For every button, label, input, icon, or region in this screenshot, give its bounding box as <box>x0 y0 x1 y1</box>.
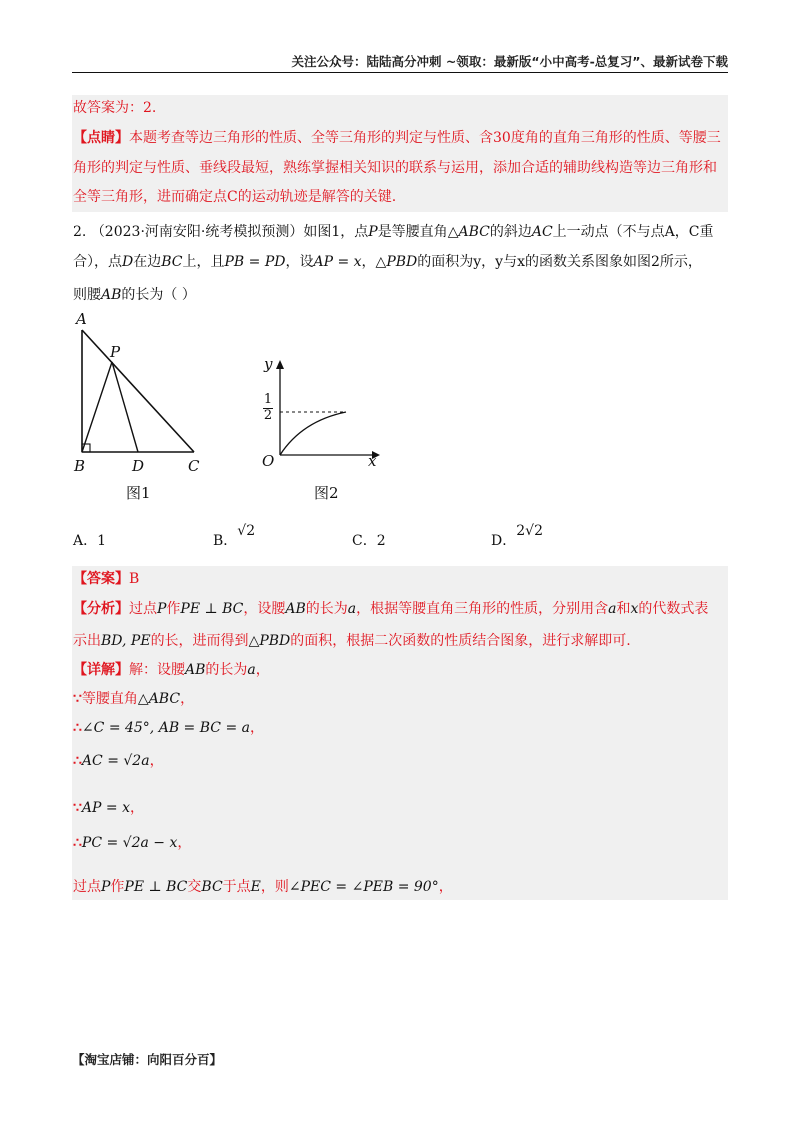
comment-line-2: 角形的判定与性质、垂线段最短，熟练掌握相关知识的联系与运用，添加合适的辅助线构造等边三角形和 <box>73 160 717 176</box>
comment-line-3: 全等三角形，进而确定点C的运动轨迹是解答的关键. <box>73 189 397 205</box>
q-text: 上，且 <box>182 254 225 270</box>
analysis-line-1 <box>73 598 708 620</box>
side-ac <box>82 330 194 452</box>
q-text: 则腰 <box>73 287 101 303</box>
label-one-half <box>263 393 273 423</box>
d-text: ， <box>177 835 192 851</box>
q-math: AP = x <box>313 254 362 270</box>
d-text: ， <box>249 720 264 736</box>
q-text: 的长为（ ） <box>121 287 196 303</box>
because-symbol: ∵ <box>73 691 82 707</box>
label-b: B <box>74 457 86 475</box>
an-text: 和 <box>616 601 631 617</box>
y-axis-arrow-icon <box>276 360 284 369</box>
choice-label: B． <box>213 533 238 549</box>
d-text: ， <box>180 691 195 707</box>
comment-line-1 <box>73 127 721 149</box>
d-text: ， <box>438 879 453 895</box>
d-math: BC <box>201 879 223 895</box>
segment-pb <box>82 362 112 452</box>
d-text: 于点 <box>222 879 251 895</box>
question-number: 2. <box>73 224 87 240</box>
label-y: y <box>264 355 273 373</box>
choice-label: C． <box>352 533 377 549</box>
figure-2-caption: 图2 <box>314 484 339 502</box>
choice-value: 1 <box>97 533 107 549</box>
question-line-1 <box>73 221 713 243</box>
detail-line-1 <box>73 659 270 681</box>
q-math: AB <box>101 287 122 303</box>
d-math: AB <box>185 662 206 678</box>
header-rule <box>72 72 728 73</box>
an-text: ，根据等腰直角三角形的性质，分别用含 <box>356 601 609 617</box>
an-text: 示出 <box>73 633 101 649</box>
half-numerator: 1 <box>263 392 273 407</box>
d-math: ∠PEC = ∠PEB = 90° <box>288 879 439 895</box>
q-math: D <box>122 254 134 270</box>
choice-b[interactable] <box>213 523 256 550</box>
analysis-line-2 <box>73 630 631 652</box>
d-math: PE ⊥ BC <box>124 879 188 895</box>
an-text: 过点 <box>129 601 157 617</box>
detail-tag: 【详解】 <box>73 662 129 678</box>
choice-c[interactable] <box>352 530 386 550</box>
label-x: x <box>368 452 377 470</box>
function-curve <box>280 412 346 455</box>
choice-value: √2 <box>237 523 256 539</box>
d-math: P <box>101 879 111 895</box>
an-text: 的长为 <box>305 601 348 617</box>
analysis-tag: 【分析】 <box>73 601 129 617</box>
d-text: 交 <box>187 879 202 895</box>
d-text: ， <box>129 800 144 816</box>
q-text: 合），点 <box>73 254 122 270</box>
detail-line-4 <box>73 750 164 772</box>
because-symbol: ∵ <box>73 800 82 816</box>
q-math: PB = PD <box>224 254 286 270</box>
choice-a[interactable] <box>73 530 106 550</box>
q-text: 在边 <box>133 254 162 270</box>
answer-tag: 【答案】 <box>73 571 129 587</box>
half-denominator: 2 <box>263 408 273 423</box>
an-math: △PBD <box>248 633 291 649</box>
comment-tag: 【点睛】 <box>73 130 129 146</box>
prev-answer-line: 故答案为：2. <box>73 100 157 116</box>
detail-line-5 <box>73 797 144 819</box>
an-math: a <box>608 601 617 617</box>
q-text: ，设 <box>285 254 314 270</box>
q-text: 的面积为y，y与x的函数关系图象如图2所示， <box>417 254 702 270</box>
choice-label: A． <box>73 533 98 549</box>
an-text: 的面积，根据二次函数的性质结合图象，进行求解即可. <box>290 633 631 649</box>
choice-value: 2√2 <box>516 523 543 539</box>
detail-line-6 <box>73 832 191 854</box>
d-text: 作 <box>110 879 125 895</box>
d-math: a <box>247 662 256 678</box>
an-math: BD, PE <box>101 633 151 649</box>
figure-1-triangle <box>70 310 210 510</box>
q-math: △PBD <box>375 254 418 270</box>
d-text: ，则 <box>260 879 289 895</box>
q-text: 上一动点（不与点A，C重 <box>552 224 714 240</box>
q-text: 是等腰直角 <box>377 224 448 240</box>
detail-line-2 <box>73 688 194 710</box>
therefore-symbol: ∴ <box>73 753 82 769</box>
page-footer: 【淘宝店铺：向阳百分百】 <box>72 1052 223 1067</box>
question-line-2 <box>73 251 702 273</box>
d-math: ∠C = 45°, AB = BC = a <box>81 720 250 736</box>
page-header: 关注公众号：陆陆高分冲刺 ~领取：最新版“小中高考-总复习”、最新试卷下载 <box>291 54 728 69</box>
label-p: P <box>110 343 121 361</box>
d-text: ， <box>255 662 270 678</box>
choice-label: D． <box>491 533 517 549</box>
answer-line <box>73 568 139 590</box>
detail-line-7 <box>73 876 453 898</box>
an-math: x <box>630 601 639 617</box>
segment-pd <box>112 362 138 452</box>
label-d: D <box>132 457 145 475</box>
choice-value: 2 <box>376 533 386 549</box>
label-c: C <box>188 457 200 475</box>
an-text: 的长，进而得到 <box>150 633 249 649</box>
therefore-symbol: ∴ <box>73 720 82 736</box>
d-math: E <box>250 879 261 895</box>
label-origin: O <box>262 452 275 470</box>
choice-d[interactable] <box>491 523 543 550</box>
d-text: 的长为 <box>205 662 248 678</box>
q-text: 如图1，点 <box>303 224 369 240</box>
d-text: 等腰直角 <box>81 691 138 707</box>
d-math: AP = x <box>81 800 130 816</box>
an-math: AB <box>285 601 306 617</box>
d-math: AC = √2a <box>81 753 150 769</box>
an-text: 的代数式表 <box>638 601 709 617</box>
q-math: BC <box>161 254 183 270</box>
an-text: 作 <box>166 601 181 617</box>
an-math: P <box>157 601 167 617</box>
q-text: ， <box>361 254 376 270</box>
figure-1-caption: 图1 <box>126 484 151 502</box>
d-math: △ABC <box>137 691 181 707</box>
detail-line-3 <box>73 717 264 739</box>
therefore-symbol: ∴ <box>73 835 82 851</box>
d-text: 过点 <box>73 879 101 895</box>
an-math: PE ⊥ BC <box>180 601 244 617</box>
comment-text-1: 本题考查等边三角形的性质、全等三角形的判定与性质、含30度角的直角三角形的性质、等腰三 <box>129 130 721 146</box>
label-a: A <box>76 310 87 328</box>
q-math: AC <box>531 224 553 240</box>
question-source: （2023·河南安阳·统考模拟预测） <box>90 224 304 240</box>
question-line-3 <box>73 284 196 306</box>
q-math: P <box>368 224 378 240</box>
d-text: ， <box>149 753 164 769</box>
q-text: 的斜边 <box>489 224 532 240</box>
answer-value: B <box>129 571 140 587</box>
an-math: a <box>347 601 357 617</box>
an-text: ，设腰 <box>243 601 286 617</box>
d-math: PC = √2a − x <box>81 835 178 851</box>
d-text: 解：设腰 <box>129 662 185 678</box>
q-math: △ABC <box>447 224 490 240</box>
